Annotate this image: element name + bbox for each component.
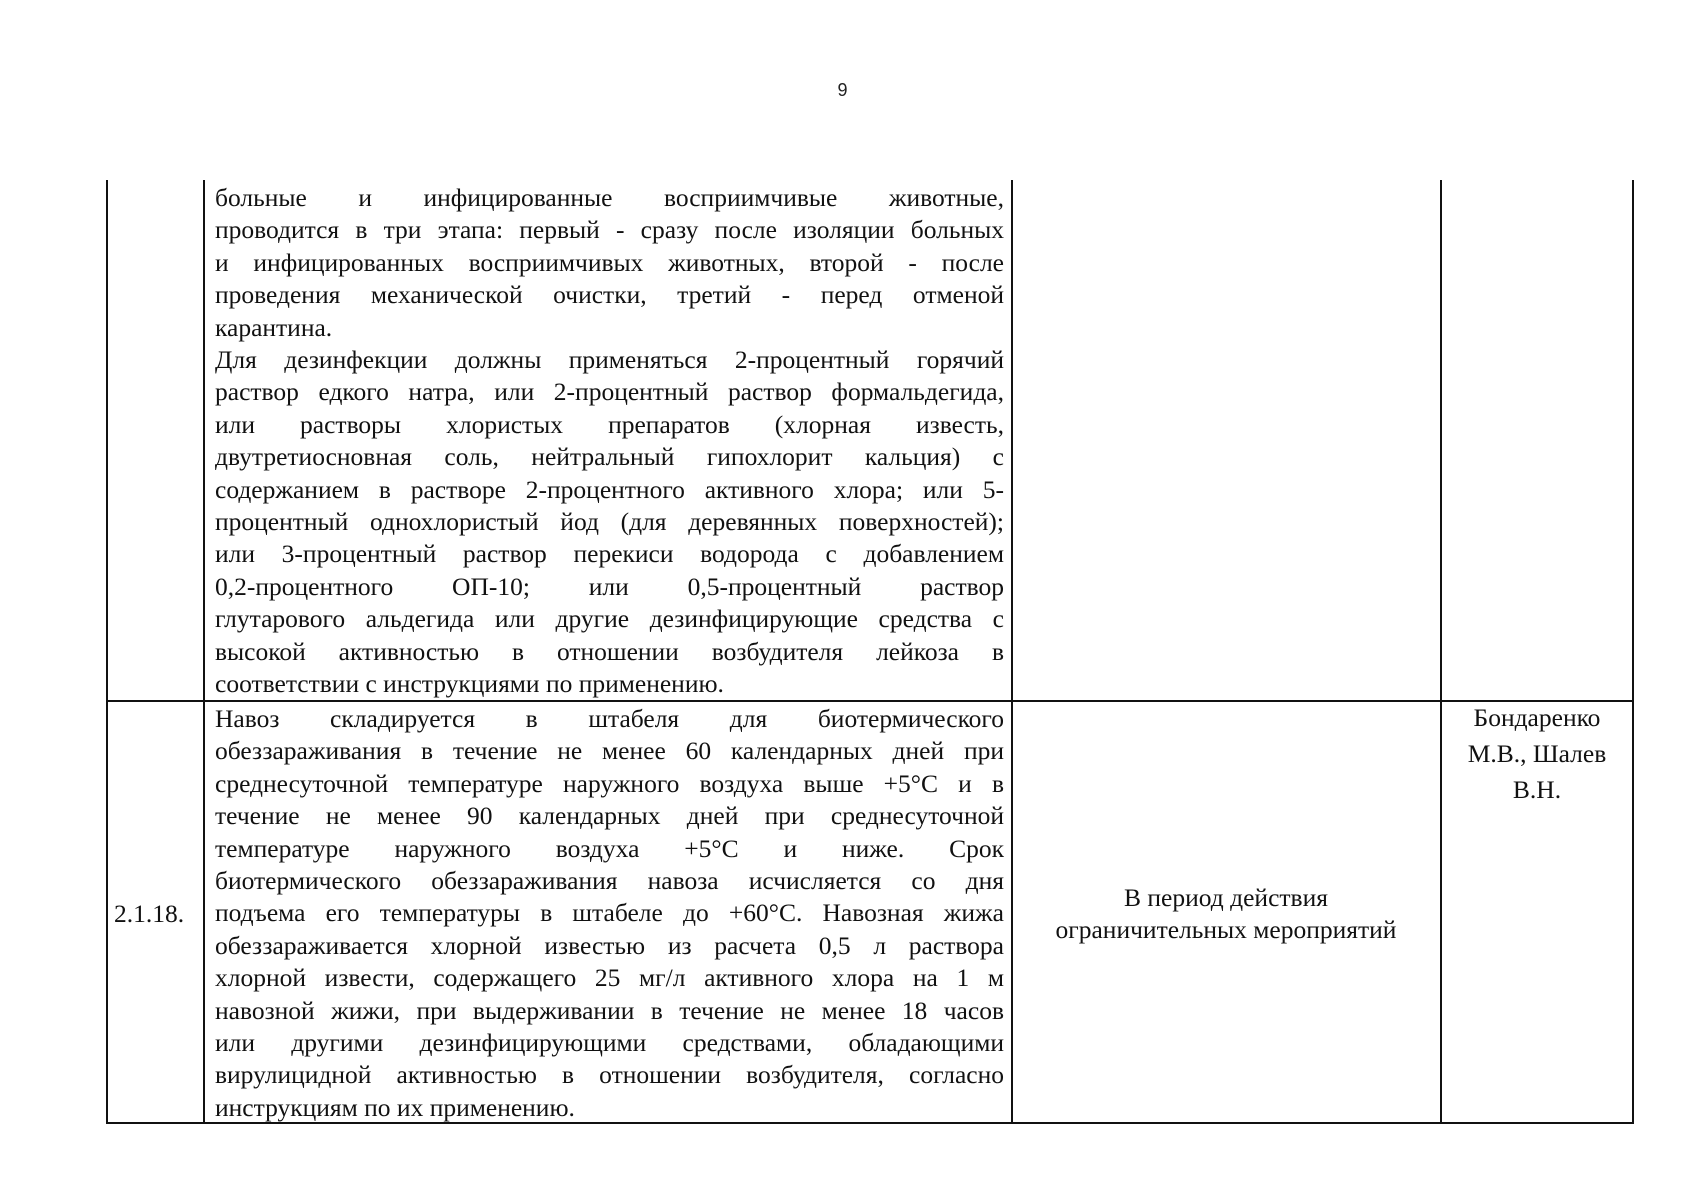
text-line: содержанием в растворе 2-процентного активного хлора; или 5- xyxy=(215,474,1004,504)
text-line: соответствии с инструкциями по применению. xyxy=(215,669,724,699)
text-line: проводится в три этапа: первый - сразу после изоляции больных xyxy=(215,215,1004,245)
text-line: или растворы хлористых препаратов (хлорная известь, xyxy=(215,409,1004,439)
text-line: Для дезинфекции должны применяться 2-процентный горячий xyxy=(215,345,1004,375)
row-2118-responsible xyxy=(1443,700,1631,808)
continued-row-text xyxy=(215,182,1004,701)
text-line: или 3-процентный раствор перекиси водорода с добавлением xyxy=(215,539,1004,569)
table-border-col2 xyxy=(1011,180,1013,1122)
text-line: двутретиосновная соль, нейтральный гипохлорит кальция) с xyxy=(215,442,1004,472)
text-line: или другими дезинфицирующими средствами, обладающими xyxy=(215,1028,1004,1058)
text-line: Навоз складируется в штабеля для биотермического xyxy=(215,704,1004,733)
text-line: подъема его температуры в штабеле до +60°С. Навозная жижа xyxy=(215,898,1004,928)
page-number: 9 xyxy=(837,80,848,100)
text-line: высокой активностью в отношении возбудителя лейкоза в xyxy=(215,636,1004,666)
period-line: В период действия xyxy=(1124,883,1328,912)
text-line: течение не менее 90 календарных дней при среднесуточной xyxy=(215,801,1004,831)
table-border-left xyxy=(106,180,108,1122)
text-line: и инфицированных восприимчивых животных, второй - после xyxy=(215,247,1004,277)
row-number: 2.1.18. xyxy=(114,899,185,928)
text-line: среднесуточной температуре наружного воздуха выше +5°С и в xyxy=(215,768,1004,798)
table-border-col3 xyxy=(1440,180,1442,1122)
text-line: 0,2-процентного ОП-10; или 0,5-процентный раствор xyxy=(215,571,1004,601)
text-line: карантина. xyxy=(215,312,333,342)
text-line: обеззараживания в течение не менее 60 календарных дней при xyxy=(215,736,1004,766)
text-line: хлорной извести, содержащего 25 мг/л активного хлора на 1 м xyxy=(215,963,1004,993)
text-line: обеззараживается хлорной известью из расчета 0,5 л раствора xyxy=(215,930,1004,960)
table-border-col1 xyxy=(203,180,205,1122)
text-line: раствор едкого натра, или 2-процентный раствор формальдегида, xyxy=(215,377,1004,407)
row-2118-text xyxy=(215,703,1004,1124)
text-line: температуре наружного воздуха +5°С и ниже. Срок xyxy=(215,833,1004,863)
table-border-right xyxy=(1632,180,1634,1122)
text-line: биотермического обеззараживания навоза исчисляется со дня xyxy=(215,866,1004,896)
text-line: проведения механической очистки, третий - перед отменой xyxy=(215,280,1004,310)
text-line: процентный однохлористый йод (для деревянных поверхностей); xyxy=(215,507,1004,537)
responsible-line: М.В., Шалев xyxy=(1467,739,1607,768)
text-line: инструкциям по их применению. xyxy=(215,1092,575,1122)
row-2118-period xyxy=(1014,882,1438,946)
period-line: ограничительных мероприятий xyxy=(1055,915,1397,944)
text-line: глутарового альдегида или другие дезинфицирующие средства с xyxy=(215,604,1004,634)
text-line: больные и инфицированные восприимчивые животные, xyxy=(215,183,1004,212)
text-line: вирулицидной активностью в отношении возбудителя, согласно xyxy=(215,1060,1004,1090)
responsible-line: В.Н. xyxy=(1512,775,1562,804)
responsible-line: Бондаренко xyxy=(1473,703,1601,732)
text-line: навозной жижи, при выдерживании в течение не менее 18 часов xyxy=(215,995,1004,1025)
